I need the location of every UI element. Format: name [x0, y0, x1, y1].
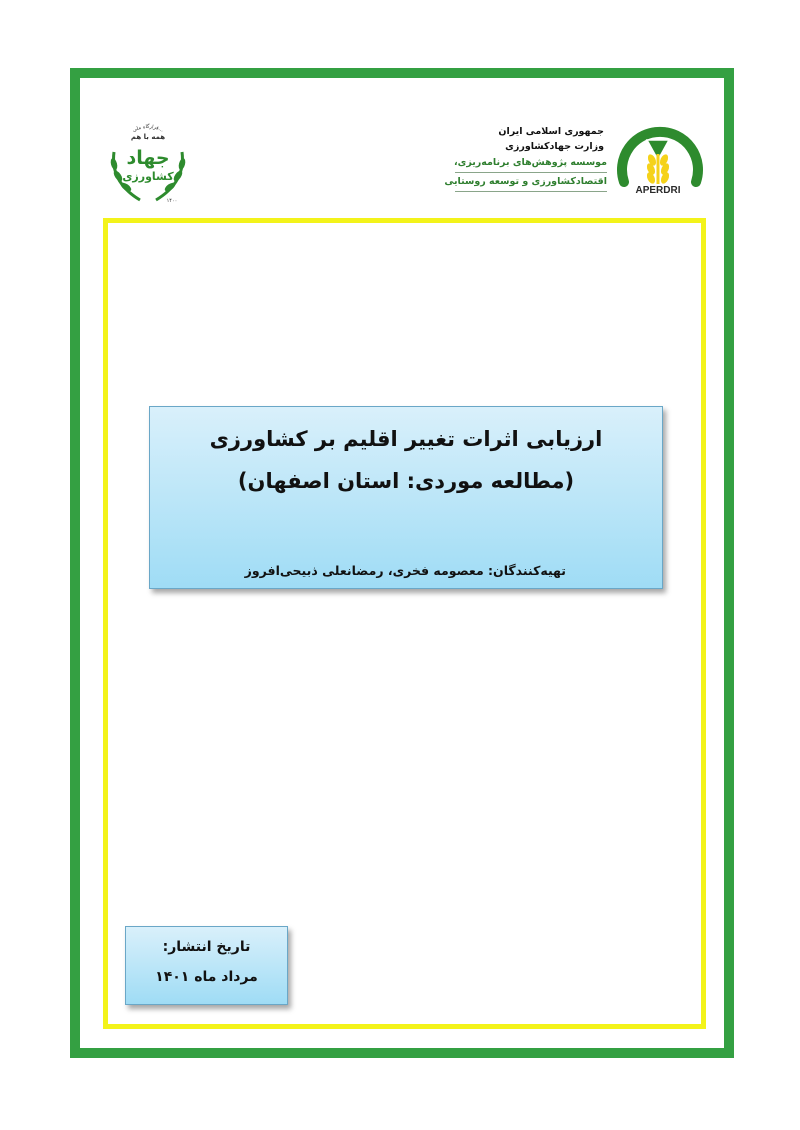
authors: تهیه‌کنندگان: معصومه فخری، رمضانعلی ذبیحی‌افروز: [244, 563, 566, 578]
logo-top-text: همه با هم: [130, 133, 166, 141]
report-title: ارزیابی اثرات تغییر اقلیم بر کشاورزی: [209, 427, 603, 451]
publication-date-box: [125, 926, 288, 1005]
institute-line-2: اقتصادکشاورزی و توسعه روستایی: [455, 173, 607, 192]
government-line-2: وزارت جهادکشاورزی: [505, 141, 604, 152]
inner-yellow-frame: [103, 218, 706, 1029]
institute-line-1: موسسه پژوهش‌های برنامه‌ریزی،: [455, 154, 607, 173]
government-name: [498, 124, 604, 154]
logo-sub-text: کشاورزی: [122, 170, 174, 183]
institute-name: [444, 154, 607, 192]
logo-main-text: جهاد: [126, 147, 170, 169]
jahad-keshavarzi-logo-icon: [100, 112, 196, 208]
publication-date-label: تاریخ انتشار:: [162, 939, 251, 955]
government-line-1: جمهوری اسلامی ایران: [498, 126, 604, 137]
institute-logo-caption: APERDRI: [635, 185, 681, 196]
logo-year-text: ۱۴۰۰: [166, 198, 178, 204]
report-subtitle: (مطالعه موردی: استان اصفهان): [237, 469, 575, 493]
publication-date-value: مرداد ماه ۱۴۰۱: [155, 969, 258, 985]
logo-arc-text: قرارگاه ملی...: [131, 123, 165, 134]
title-box: [149, 406, 663, 589]
